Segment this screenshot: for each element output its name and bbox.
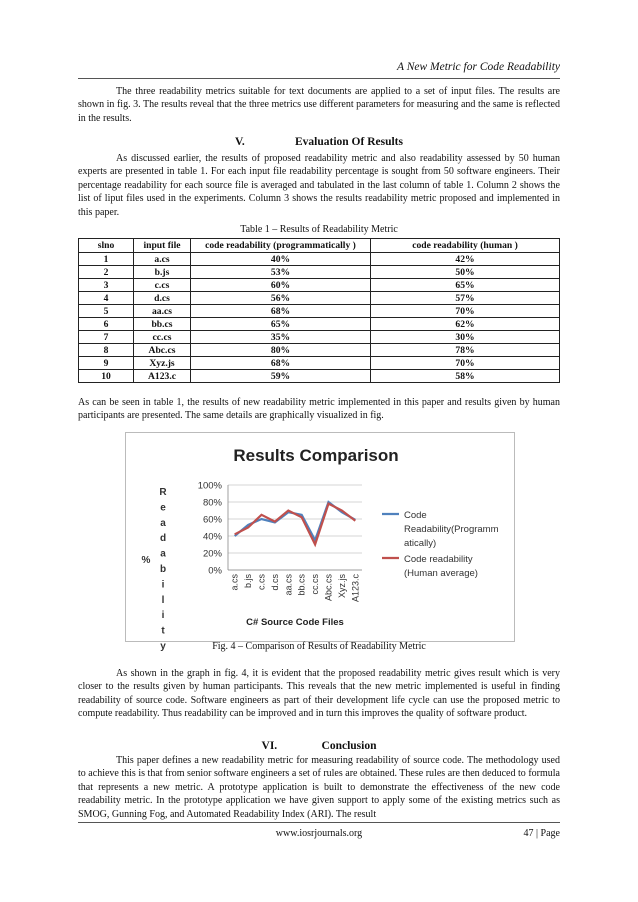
table-row bbox=[79, 357, 560, 370]
y-axis-label-letter: a bbox=[160, 517, 166, 529]
section-heading-conclusion bbox=[78, 740, 560, 752]
y-tick-label: 40% bbox=[202, 531, 222, 543]
table-cell: c.cs bbox=[134, 279, 191, 292]
table-cell: 68% bbox=[191, 357, 371, 370]
table-row bbox=[79, 292, 560, 305]
header-rule bbox=[78, 78, 560, 79]
paragraph-intro: The three readability metrics suitable for text documents are applied to a set of input files. The results are shown in fig. 3. The results reveal that the three metrics use different parameters for measuring and the same is reflected in the results. bbox=[78, 86, 560, 124]
table-cell: 40% bbox=[191, 253, 371, 266]
section-heading-evaluation bbox=[78, 136, 560, 148]
table-cell: aa.cs bbox=[134, 305, 191, 318]
table-cell: 35% bbox=[191, 331, 371, 344]
x-axis-label: C# Source Code Files bbox=[246, 617, 344, 628]
y-axis-label-letter: b bbox=[159, 564, 167, 575]
y-axis-label-letter: a bbox=[160, 548, 166, 560]
x-tick-label: Abc.cs bbox=[323, 574, 334, 602]
paragraph-evaluation: As discussed earlier, the results of proposed readability metric and also readability assessed by 50 human experts are presented in table 1. For each input file readability percentage is sought from 50 software engineers. Their percentage readability for each source file is averaged and tabulated in the last column of table 1. Column 2 shows the list of liput files used in the experiments. Column 3 shows the results readability metric proposed and implemented in this paper. bbox=[78, 153, 560, 218]
y-axis-label-letter: R bbox=[159, 487, 167, 498]
section-number: VI. bbox=[261, 740, 278, 752]
y-tick-label: 0% bbox=[208, 565, 222, 577]
chart-title: Results Comparison bbox=[233, 446, 399, 465]
legend-entry-line: (Human average) bbox=[404, 568, 478, 579]
table-body bbox=[79, 253, 560, 383]
table-cell: d.cs bbox=[134, 292, 191, 305]
results-table bbox=[78, 238, 560, 383]
table-cell: 4 bbox=[79, 292, 134, 305]
x-tick-label: d.cs bbox=[269, 574, 280, 591]
table-cell: 53% bbox=[191, 266, 371, 279]
y-axis-label-letter: d bbox=[159, 533, 167, 545]
section-number: V. bbox=[235, 136, 245, 148]
table-cell: b.js bbox=[134, 266, 191, 279]
x-tick-label: b.js bbox=[243, 574, 254, 589]
table-cell: a.cs bbox=[134, 253, 191, 266]
table-row bbox=[79, 318, 560, 331]
table-cell: 68% bbox=[191, 305, 371, 318]
legend-entry-line: Code readability bbox=[404, 554, 473, 565]
table-cell: 50% bbox=[371, 266, 560, 279]
table-cell: 3 bbox=[79, 279, 134, 292]
table-row bbox=[79, 331, 560, 344]
y-tick-label: 20% bbox=[202, 548, 222, 560]
table-cell: 58% bbox=[371, 370, 560, 383]
table-row bbox=[79, 266, 560, 279]
table-header-row bbox=[79, 239, 560, 253]
footer-site: www.iosrjournals.org bbox=[275, 828, 363, 839]
table-cell: 65% bbox=[371, 279, 560, 292]
table-cell: A123.c bbox=[134, 370, 191, 383]
x-tick-label: a.cs bbox=[229, 574, 240, 591]
paragraph-conclusion: This paper defines a new readability metric for measuring readability of source code. The methodology used to achieve this is that from senior software engineers a set of rules are obtained. These rules are then deduced to formula that represents a new metric. A prototype application is built to demonstrate the effectiveness of the new code readability metric. In the prototype application we have given support to apply some of the existing metrics such as SMOG, Gunning Fog, and Automated Readability Index (ARI). The result bbox=[78, 755, 560, 820]
table-cell: 42% bbox=[371, 253, 560, 266]
y-tick-label: 60% bbox=[202, 514, 222, 526]
table-row bbox=[79, 305, 560, 318]
footer-page-number: 47 | Page bbox=[523, 828, 560, 839]
legend-entry-line: atically) bbox=[404, 538, 437, 549]
table-cell: Abc.cs bbox=[134, 344, 191, 357]
x-tick-label: Xyz.js bbox=[336, 574, 347, 599]
y-axis-label-letter: y bbox=[160, 641, 166, 652]
x-tick-label: A123.c bbox=[350, 574, 361, 603]
table-cell: 70% bbox=[371, 357, 560, 370]
table-cell: 56% bbox=[191, 292, 371, 305]
y-tick-label: 100% bbox=[197, 480, 222, 492]
table-cell: 2 bbox=[79, 266, 134, 279]
table-cell: Xyz.js bbox=[134, 357, 191, 370]
table-cell: 9 bbox=[79, 357, 134, 370]
table-cell: 7 bbox=[79, 331, 134, 344]
table-cell: 70% bbox=[371, 305, 560, 318]
x-tick-label: c.cs bbox=[256, 574, 267, 591]
y-axis-label-letter: i bbox=[161, 610, 165, 622]
header-code-readability-programmatic: code readability (programmatically ) bbox=[191, 239, 371, 253]
figure-caption: Fig. 4 – Comparison of Results of Readability Metric bbox=[212, 641, 426, 652]
table-cell: 60% bbox=[191, 279, 371, 292]
table-cell: 30% bbox=[371, 331, 560, 344]
table-cell: 78% bbox=[371, 344, 560, 357]
y-axis-label-letter: e bbox=[160, 502, 166, 514]
table-cell: 6 bbox=[79, 318, 134, 331]
section-title: Evaluation Of Results bbox=[295, 136, 403, 148]
table-cell: 8 bbox=[79, 344, 134, 357]
x-tick-label: aa.cs bbox=[283, 574, 294, 596]
footer-rule bbox=[78, 822, 560, 823]
y-axis-label-letter: t bbox=[161, 625, 165, 637]
table-cell: 59% bbox=[191, 370, 371, 383]
table-row bbox=[79, 344, 560, 357]
paragraph-table-discussion: As can be seen in table 1, the results of new readability metric implemented in this paper and results given by human participants are presented. The same details are graphically visualized in fig. bbox=[78, 397, 560, 422]
y-axis-label-letter: l bbox=[161, 594, 165, 606]
table-row bbox=[79, 370, 560, 383]
table-cell: 1 bbox=[79, 253, 134, 266]
y-axis-label-letter: i bbox=[161, 579, 165, 591]
table-cell: cc.cs bbox=[134, 331, 191, 344]
header-input-file: input file bbox=[134, 239, 191, 253]
table-cell: 65% bbox=[191, 318, 371, 331]
table-cell: 80% bbox=[191, 344, 371, 357]
table-cell: 5 bbox=[79, 305, 134, 318]
y-tick-label: 80% bbox=[202, 497, 222, 509]
x-tick-label: cc.cs bbox=[310, 574, 321, 595]
table-row bbox=[79, 253, 560, 266]
running-title: A New Metric for Code Readability bbox=[397, 61, 560, 73]
header-code-readability-human: code readability (human ) bbox=[371, 239, 560, 253]
table-cell: 62% bbox=[371, 318, 560, 331]
table-caption: Table 1 – Results of Readability Metric bbox=[240, 224, 398, 235]
y-axis-unit-label: % bbox=[141, 555, 151, 566]
header-slno: slno bbox=[79, 239, 134, 253]
legend-entry-line: Code bbox=[404, 510, 427, 521]
section-title: Conclusion bbox=[321, 740, 377, 752]
table-cell: 57% bbox=[371, 292, 560, 305]
paragraph-graph-discussion: As shown in the graph in fig. 4, it is evident that the proposed readability metric gives result which is very closer to the results given by human participants. This reveals that the new metric implemented is useful in finding readability of source code. Software engineers as part of their development life cycle can use the proposed metric to compute readability. Thus readability can be improved and in turn this improves the quality of software product. bbox=[78, 668, 560, 720]
table-row bbox=[79, 279, 560, 292]
table-cell: 10 bbox=[79, 370, 134, 383]
x-tick-label: bb.cs bbox=[296, 574, 307, 596]
legend-entry-line: Readability(Programm bbox=[404, 524, 499, 535]
table-cell: bb.cs bbox=[134, 318, 191, 331]
